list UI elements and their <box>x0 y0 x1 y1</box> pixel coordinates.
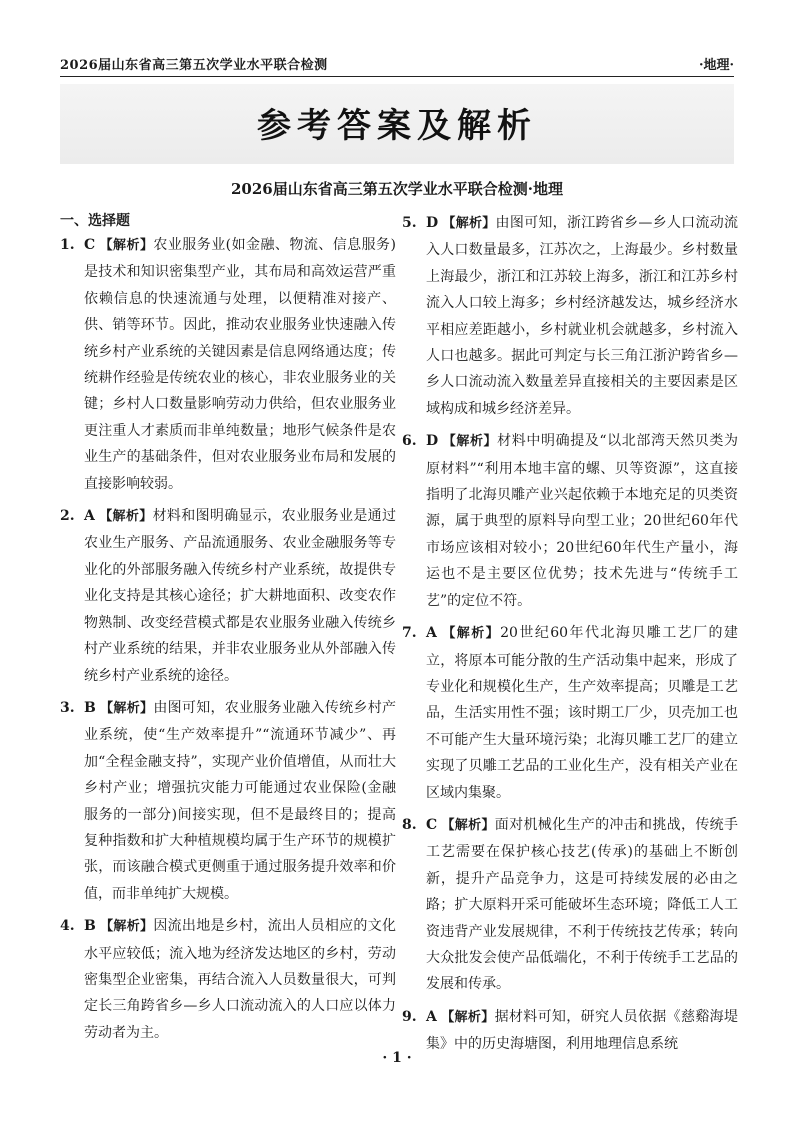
question-6 <box>402 428 738 614</box>
question-5 <box>402 210 738 422</box>
analysis-tag: 【解析】 <box>442 216 496 231</box>
analysis-text: 由图可知，农业服务业融入传统乡村产业系统，使“生产效率提升”“流通环节减少”、再加“全程金融支持”，实现产业价值增值，从而壮大乡村产业；增强抗灾能力可能通过农业保险(金融服务的一部分)间接实现，但不是最终目的；提高复种指数和扩大种植规模均属于生产环节的规模扩张，而该融合模式更侧重于通过服务提升效率和价值，而非单纯扩大规模。 <box>84 699 396 902</box>
right-column <box>402 210 738 1064</box>
left-column <box>60 210 396 1052</box>
analysis-tag: 【解析】 <box>440 1009 495 1025</box>
page-header <box>60 52 734 76</box>
analysis-text: 因流出地是乡村，流出人员相应的文化水平应较低；流入地为经济发达地区的乡村，劳动密集型企业密集，再结合流入人员数量很大，可判定长三角跨省乡—乡人口流动流入的人口应以体力劳动者为主。 <box>84 918 396 1041</box>
section-title-choice: 一、选择题 <box>60 213 130 229</box>
banner-title: 参考答案及解析 <box>257 106 537 146</box>
answer-letter: A <box>426 625 437 642</box>
analysis-text: 面对机械化生产的冲击和挑战，传统手工艺需要在保护核心技艺(传承)的基础上不断创新，提升产品竞争力，这是可持续发展的必由之路；扩大原料开采可能破坏生态环境；降低工人工资违背产业发展规律，不利于传统技艺传承；转向大众批发会使产品低端化，不利于传统手工艺品的发展和传承。 <box>426 816 738 993</box>
question-8 <box>402 812 738 998</box>
question-1 <box>60 232 396 497</box>
question-number: 1. <box>60 237 75 253</box>
question-number: 8. <box>402 816 417 833</box>
analysis-tag: 【解析】 <box>441 817 495 833</box>
question-number: 5. <box>402 215 417 231</box>
analysis-tag: 【解析】 <box>98 509 153 525</box>
question-number: 4. <box>60 918 75 935</box>
answer-letter: A <box>84 508 95 525</box>
analysis-text: 20世纪60年代北海贝雕工艺厂的建立，将原本可能分散的生产活动集中起来，形成了专业化和规模化生产，生产效率提高；贝雕是工艺品，生活实用性不强；该时期工厂少，贝壳加工也不可能产生大量环境污染；北海贝雕工艺厂的建立实现了贝雕工艺品的工业化生产，没有相关产业在区域内集聚。 <box>426 625 738 801</box>
question-2 <box>60 503 396 689</box>
question-4 <box>60 913 396 1046</box>
question-number: 9. <box>402 1008 417 1025</box>
answer-letter: A <box>426 1008 437 1025</box>
answer-letter: B <box>84 699 96 716</box>
answer-letter: D <box>426 215 439 231</box>
title-banner <box>60 84 734 164</box>
header-subject: ·地理· <box>698 58 734 73</box>
analysis-text: 据材料可知，研究人员依据《慈谿海堤集》中的历史海塘图，利用地理信息系统 <box>426 1008 738 1053</box>
question-3 <box>60 695 396 907</box>
header-rule <box>60 76 734 77</box>
question-number: 3. <box>60 699 75 716</box>
question-7 <box>402 620 738 806</box>
answer-letter: C <box>84 237 96 253</box>
answer-letter: D <box>426 433 439 450</box>
header-exam-title: 2026届山东省高三第五次学业水平联合检测 <box>60 58 328 73</box>
analysis-text: 由图可知，浙江跨省乡—乡人口流动流入人口数量最多，江苏次之，上海最少。乡村数量上海最少，浙江和江苏较上海多，浙江和江苏乡村流入人口较上海多；乡村经济越发达，城乡经济水平相应差距越小，乡村就业机会就越多，乡村流入人口也越多。据此可判定与长三角江浙沪跨省乡—乡人口流动流入数量差异直接相关的主要因素是区域构成和城乡经济差异。 <box>426 215 738 417</box>
analysis-text: 材料和图明确显示，农业服务业是通过农业生产服务、产品流通服务、农业金融服务等专业化的外部服务融入传统乡村产业系统，故提供专业化支持是其核心途径；扩大耕地面积、改变农作物熟制、改变经营模式都是农业服务业融入传统乡村产业系统的结果，并非农业服务业从外部融入传统乡村产业系统的途径。 <box>84 508 396 684</box>
page-number: · 1 · <box>382 1050 412 1066</box>
analysis-text: 农业服务业(如金融、物流、信息服务)是技术和知识密集型产业，其布局和高效运营严重依赖信息的快速流通与处理，以便精准对接产、供、销等环节。因此，推动农业服务业快速融入传统乡村产业系统的关键因素是信息网络通达度；传统耕作经验是传统农业的核心，非农业服务业的关键；乡村人口数量影响劳动力供给，但农业服务业更注重人才素质而非单纯数量；地形气候条件是农业生产的基础条件，但对农业服务业布局和发展的直接影响较弱。 <box>84 237 396 492</box>
analysis-tag: 【解析】 <box>440 626 501 642</box>
question-number: 6. <box>402 433 417 450</box>
document-subtitle: 2026届山东省高三第五次学业水平联合检测·地理 <box>231 180 563 198</box>
answer-letter: B <box>84 918 96 935</box>
analysis-tag: 【解析】 <box>99 700 154 716</box>
analysis-tag: 【解析】 <box>442 434 498 450</box>
question-number: 2. <box>60 508 75 525</box>
answer-letter: C <box>426 816 438 833</box>
analysis-text: 材料中明确提及“以北部湾天然贝类为原材料”“利用本地丰富的螺、贝等资源”，这直接指明了北海贝雕产业兴起依赖于本地充足的贝类资源，属于典型的原料导向型工业；20世纪60年代市场应该相对较小；20世纪60年代生产量小，海运也不是主要区位优势；技术先进与“传统手工艺”的定位不符。 <box>426 433 738 609</box>
analysis-tag: 【解析】 <box>99 919 154 935</box>
question-number: 7. <box>402 625 417 642</box>
analysis-tag: 【解析】 <box>99 238 154 253</box>
